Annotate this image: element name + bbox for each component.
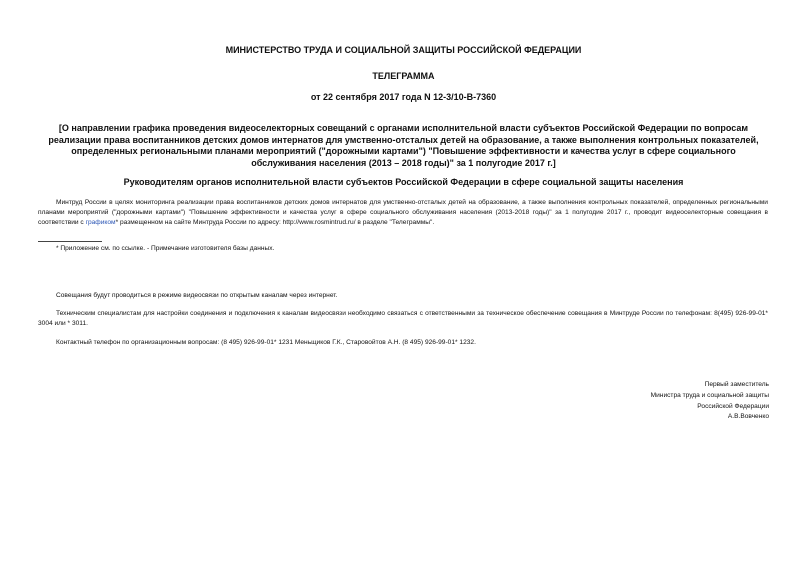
document-addressee: Руководителям органов исполнительной власти субъектов Российской Федерации в сфере социальной защиты населения	[123, 177, 684, 187]
body-paragraph-1	[38, 198, 768, 228]
signature-position: Первый заместитель	[704, 381, 769, 388]
body-paragraph-3: Техническим специалистам для настройки соединения и подключения к каналам видеосвязи необходимо связаться с ответственными за техническое обеспечение совещания в Минтруде России по телефонам: 8(495) 926-99-01* 3004 или * 3011.	[38, 310, 768, 327]
paragraph-text: Минтруд России в целях мониторинга реализации права воспитанников детских домов интернатов для умственно-отсталых детей на образование, а также выполнения контрольных показателей, определенных региональными планами мероприятий ("дорожными картами") "Повышение эффективности и качества услуг в сфере социального обслуживания населения (2013-2018 годы)" за 1 полугодие 2017 г., проводит видеоселекторные совещания в соответствии с	[38, 199, 768, 226]
body-paragraph-2: Совещания будут проводиться в режиме видеосвязи по открытым каналам через интернет.	[56, 292, 338, 299]
signature-ministry: Министра труда и социальной защиты	[650, 392, 769, 399]
paragraph-text: * размещенном на сайте Минтруда России по адресу: http://www.rosmintrud.ru/ в разделе "Телеграммы".	[115, 219, 435, 226]
document-type: ТЕЛЕГРАММА	[372, 71, 435, 81]
footnote: * Приложение см. по ссылке. - Примечание изготовителя базы данных.	[56, 245, 275, 252]
document-date-number: от 22 сентября 2017 года N 12-3/10-В-7360	[310, 92, 497, 102]
document-subject: [О направлении графика проведения видеоселекторных совещаний с органами исполнительной власти субъектов Российской Федерации по вопросам реализации права воспитанников детских домов интернатов для умственно-отсталых детей на образование, а также выполнения контрольных показателей, определенных региональными планами мероприятий ("дорожными картами") "Повышение эффективности и качества услуг в сфере социального обслуживания населения (2013 – 2018 годы)" за 1 полугодие 2017 г.]	[48, 123, 759, 168]
footnote-divider	[38, 241, 102, 242]
body-paragraph-4: Контактный телефон по организационным вопросам: (8 495) 926-99-01* 1231 Меньщиков Г.К., Старовойтов А.Н. (8 495) 926-99-01* 1232.	[56, 339, 476, 346]
signature-country: Российской Федерации	[697, 403, 769, 410]
ministry-title: МИНИСТЕРСТВО ТРУДА И СОЦИАЛЬНОЙ ЗАЩИТЫ РОССИЙСКОЙ ФЕДЕРАЦИИ	[225, 45, 582, 55]
schedule-link[interactable]: графиком	[85, 219, 116, 226]
signature-name: А.В.Вовченко	[727, 413, 769, 420]
